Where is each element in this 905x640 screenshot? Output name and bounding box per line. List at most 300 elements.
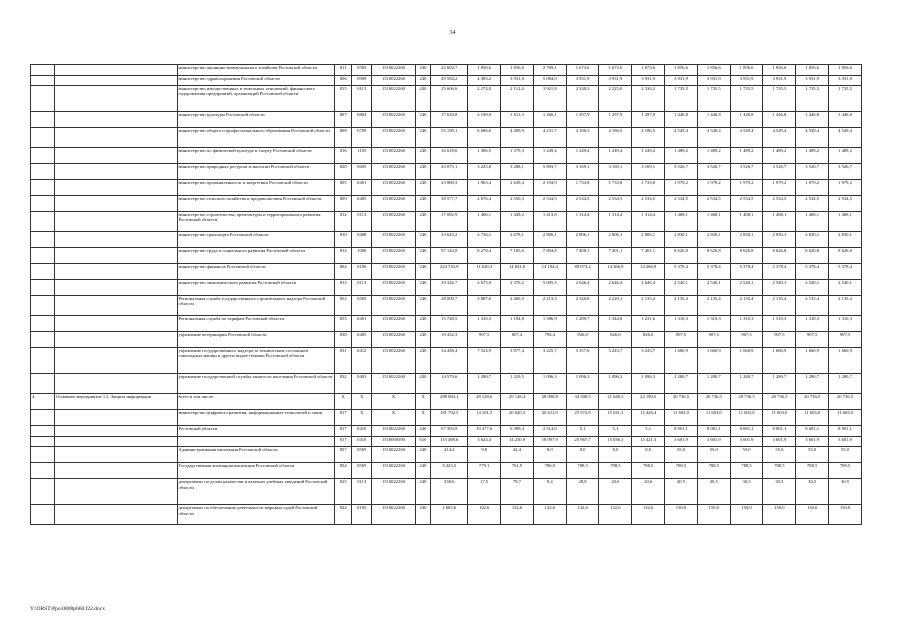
table-cell: 0505 xyxy=(352,296,372,316)
table-cell: 22 190,5 xyxy=(632,394,665,410)
table-cell: 2 534,5 xyxy=(763,196,796,212)
table-cell: 1510022260 xyxy=(372,232,416,248)
table-cell: 240 xyxy=(415,348,430,374)
table-cell: 1 586,9 xyxy=(533,316,566,332)
table-row xyxy=(31,410,862,426)
table-cell: 2 639,4 xyxy=(501,180,534,196)
table-cell: 1 979,2 xyxy=(665,180,698,196)
table-cell: 30,5 xyxy=(796,479,829,505)
table-cell: 2 540,1 xyxy=(763,280,796,296)
table-cell: 907,5 xyxy=(763,332,796,348)
table-cell: 2 806,1 xyxy=(599,232,632,248)
table-cell: 815 xyxy=(334,86,351,112)
table-cell: 1510022260 xyxy=(372,86,416,112)
table-cell: 4. xyxy=(31,394,55,410)
table-cell: X xyxy=(334,394,351,410)
table-cell: 7 804,8 xyxy=(533,248,566,264)
table-row xyxy=(31,75,862,86)
table-cell: 23 880,3 xyxy=(431,180,468,196)
table-cell xyxy=(55,180,177,196)
table-cell: 3 931,9 xyxy=(796,75,829,86)
table-cell: 3 931,9 xyxy=(665,75,698,86)
table-cell: 1 665,6 xyxy=(431,505,468,525)
table-cell: 55 190,1 xyxy=(431,128,468,148)
table-cell: 240 xyxy=(415,426,430,437)
table-cell: 1 449,2 xyxy=(501,212,534,232)
table-cell: 3 921,8 xyxy=(533,86,566,112)
table-cell: 1 979,2 xyxy=(763,180,796,196)
table-cell: 1 096,3 xyxy=(599,374,632,394)
table-cell: 240 xyxy=(415,332,430,348)
table-cell: 1 856,6 xyxy=(468,65,501,76)
table-cell: министерство имущественных и земельных отношений, финансового оздоровления предприятий, организаций Ростовской области xyxy=(177,86,334,112)
table-cell: 240 xyxy=(415,128,430,148)
page-number: 14 xyxy=(449,30,456,36)
table-cell: 150,0 xyxy=(829,505,862,525)
table-cell: 28 128,6 xyxy=(468,394,501,410)
table-cell: 28 090,8 xyxy=(533,394,566,410)
table-cell: 2 830,1 xyxy=(829,232,862,248)
table-cell: 1 673,6 xyxy=(566,65,599,76)
table-cell: 1 314,4 xyxy=(599,212,632,232)
table-cell: 2 540,1 xyxy=(730,280,763,296)
table-cell: 4 549,4 xyxy=(697,128,730,148)
table-cell: 5 378,4 xyxy=(763,264,796,280)
table-row xyxy=(31,348,862,374)
table-cell: 5 378,4 xyxy=(829,264,862,280)
table-cell: 831 xyxy=(334,348,351,374)
table-cell: министерство цифрового развития, информационных технологий и связи xyxy=(177,410,334,426)
table-cell: 20 611,9 xyxy=(533,410,566,426)
table-cell: 2 376,2 xyxy=(501,280,534,296)
table-cell: 3 931,9 xyxy=(599,75,632,86)
table-cell: 55,0 xyxy=(796,447,829,463)
table-cell: 2 830,1 xyxy=(697,232,730,248)
table-cell: 1510022260 xyxy=(372,332,416,348)
table-cell: 907,5 xyxy=(697,332,730,348)
table-cell: Административная инспекция Ростовской области xyxy=(177,447,334,463)
table-cell: 3 931,9 xyxy=(501,75,534,86)
table-row xyxy=(31,180,862,196)
table-cell: 14 230,9 xyxy=(501,436,534,447)
table-cell: 30,5 xyxy=(697,479,730,505)
table-cell: 4 549,4 xyxy=(829,128,862,148)
table-cell: 1 856,6 xyxy=(763,65,796,76)
table-cell: 8,0 xyxy=(632,447,665,463)
table-cell: 1 280,7 xyxy=(763,374,796,394)
table-cell: 852 xyxy=(334,296,351,316)
table-cell: департамент по делам казачества и казачьих учебных заведений Ростовской области xyxy=(177,479,334,505)
table-cell: 2 534,5 xyxy=(730,196,763,212)
table-cell: 1 280,7 xyxy=(665,374,698,394)
table-cell: 1 297,9 xyxy=(566,112,599,128)
table-cell: 817 xyxy=(334,426,351,437)
table-cell: 1 306,5 xyxy=(468,148,501,164)
table-cell: 1 660,9 xyxy=(763,348,796,374)
table-cell: 20,6 xyxy=(599,479,632,505)
table-cell: 132,6 xyxy=(533,505,566,525)
table-cell: 0909 xyxy=(352,75,372,86)
table-row xyxy=(31,65,862,76)
table-cell: 1 979,2 xyxy=(697,180,730,196)
table-cell: 4 549,4 xyxy=(730,128,763,148)
table-cell: 1 673,6 xyxy=(599,65,632,76)
table-cell xyxy=(31,196,55,212)
table-cell: 15 036,1 xyxy=(599,436,632,447)
table-cell: 1 735,5 xyxy=(665,86,698,112)
table-cell: 0804 xyxy=(352,112,372,128)
table-cell: 0412 xyxy=(352,348,372,374)
table-cell: 25 972,8 xyxy=(566,410,599,426)
table-row xyxy=(31,148,862,164)
table-cell: министерство строительства, архитектуры и территориального развития Ростовской области xyxy=(177,212,334,232)
table-cell: 1 310,3 xyxy=(829,316,862,332)
table-cell: 7 185,6 xyxy=(501,248,534,264)
table-cell: министерство общего и профессионального образования Ростовской области xyxy=(177,128,334,148)
table-cell: 55,0 xyxy=(763,447,796,463)
table-cell: 2 534,5 xyxy=(599,196,632,212)
table-cell: 1 446,8 xyxy=(796,112,829,128)
table-cell: 1 660,9 xyxy=(730,348,763,374)
table-cell: 2 460,3 xyxy=(501,296,534,316)
table-cell: 1 310,3 xyxy=(468,316,501,332)
table-cell: 1 280,7 xyxy=(468,374,501,394)
table-cell: 20 736,5 xyxy=(665,394,698,410)
table-cell: 240 xyxy=(415,232,430,248)
table-cell: 10 477,6 xyxy=(468,426,501,437)
table-cell: 240 xyxy=(415,296,430,316)
table-cell: 1 489,2 xyxy=(730,148,763,164)
table-cell: 25 967,7 xyxy=(566,436,599,447)
table-row xyxy=(31,232,862,248)
table-cell: 1 096,3 xyxy=(632,374,665,394)
table-cell: 20 736,5 xyxy=(730,394,763,410)
table-cell: 1 733,8 xyxy=(566,180,599,196)
table-cell: 150,0 xyxy=(796,505,829,525)
table-cell: 67 393,9 xyxy=(431,426,468,437)
table-cell: 8 001,1 xyxy=(665,426,698,437)
table-cell: 857 xyxy=(334,447,351,463)
table-cell: 3 877,4 xyxy=(501,348,534,374)
table-cell: 1 194,8 xyxy=(501,316,534,332)
table-cell: 0401 xyxy=(352,374,372,394)
table-cell: 43 075,1 xyxy=(431,164,468,180)
table-cell: 5 378,4 xyxy=(665,264,698,280)
table-cell: 1 856,6 xyxy=(697,65,730,76)
table-cell: 8 626,8 xyxy=(829,248,862,264)
table-cell: 4 549,4 xyxy=(763,128,796,148)
table-cell: 8 001,1 xyxy=(730,426,763,437)
table-cell: 11 603,0 xyxy=(665,410,698,426)
table-cell: 2 646,4 xyxy=(599,280,632,296)
table-cell: 4 383,2 xyxy=(468,75,501,86)
table-cell: 15 421,3 xyxy=(632,436,665,447)
table-row xyxy=(31,479,862,505)
table-cell: 2 540,1 xyxy=(829,280,862,296)
table-cell: управление государственного надзора за техническим состоянием самоходных машин и других видов техники Ростовской области xyxy=(177,348,334,374)
table-cell: 1 660,9 xyxy=(697,348,730,374)
table-cell: 5,1 xyxy=(599,426,632,437)
table-cell: 1510022260 xyxy=(372,479,416,505)
table-cell: 1 310,3 xyxy=(697,316,730,332)
table-cell: 814 xyxy=(334,248,351,264)
table-cell: 240 xyxy=(415,505,430,525)
table-cell: 820 xyxy=(334,164,351,180)
table-cell: 240 xyxy=(415,264,430,280)
table-cell: 1 297,9 xyxy=(632,112,665,128)
table-cell: 3 931,9 xyxy=(632,75,665,86)
table-cell: 788,5 xyxy=(599,463,632,479)
table-cell: 854 xyxy=(334,463,351,479)
table-cell xyxy=(55,128,177,148)
table-cell: 2 675,9 xyxy=(468,280,501,296)
table-cell: 224 743,9 xyxy=(431,264,468,280)
table-cell: 30,5 xyxy=(730,479,763,505)
table-cell: 907,5 xyxy=(829,332,862,348)
table-cell: 20,6 xyxy=(632,479,665,505)
table-cell: 4 549,4 xyxy=(665,128,698,148)
table-cell xyxy=(31,75,55,86)
table-cell: 2 830,1 xyxy=(796,232,829,248)
table-cell: 1510022260 xyxy=(372,128,416,148)
table-cell: 826,0 xyxy=(632,332,665,348)
table-cell: 8 001,1 xyxy=(829,426,862,437)
table-cell: 0106 xyxy=(352,264,372,280)
table-cell: 2 112,4 xyxy=(501,86,534,112)
table-cell: министерство транспорта Ростовской области xyxy=(177,232,334,248)
table-row xyxy=(31,280,862,296)
table-cell: Региональная служба государственного строительного надзора Ростовской области xyxy=(177,296,334,316)
table-cell xyxy=(55,65,177,76)
table-cell: 1510022260 xyxy=(372,374,416,394)
table-cell xyxy=(31,232,55,248)
table-cell: 15 748,5 xyxy=(431,316,468,332)
table-cell: 3 931,9 xyxy=(730,75,763,86)
table-cell: 14 366,9 xyxy=(599,264,632,280)
table-row xyxy=(31,112,862,128)
table-cell: 1 735,5 xyxy=(829,86,862,112)
table-cell: 1510022260 xyxy=(372,65,416,76)
table-cell: 2 540,1 xyxy=(665,280,698,296)
table-cell: 1006 xyxy=(352,248,372,264)
table-cell: 132,6 xyxy=(566,505,599,525)
table-cell: 240 xyxy=(415,86,430,112)
table-cell: X xyxy=(415,394,430,410)
table-cell: 1510022260 xyxy=(372,148,416,164)
table-cell: 2 220,1 xyxy=(599,296,632,316)
table-cell: 11 603,0 xyxy=(730,410,763,426)
table-cell: 240 xyxy=(415,164,430,180)
table-cell: 10 432,3 xyxy=(431,332,468,348)
table-cell: 15 041,2 xyxy=(599,410,632,426)
table-cell: 1 963,4 xyxy=(468,180,501,196)
table-cell: 4 186,5 xyxy=(566,128,599,148)
table-cell: 34 438,4 xyxy=(431,348,468,374)
table-cell: министерство сельского хозяйства и продовольствия Ростовской области xyxy=(177,196,334,212)
table-cell: 1 468,1 xyxy=(697,212,730,232)
table-cell: 5,1 xyxy=(632,426,665,437)
table-cell: 29 128,4 xyxy=(501,394,534,410)
table-cell: 1 489,2 xyxy=(665,148,698,164)
table-cell: 1 489,2 xyxy=(697,148,730,164)
table-cell: 808 xyxy=(334,128,351,148)
table-cell xyxy=(55,212,177,232)
table-cell xyxy=(31,86,55,112)
table-cell: 55,0 xyxy=(829,447,862,463)
table-cell xyxy=(31,128,55,148)
table-cell: 1 673,6 xyxy=(632,65,665,76)
table-cell: 3 601,9 xyxy=(665,436,698,447)
table-cell: 1105 xyxy=(352,148,372,164)
table-cell: 240 xyxy=(415,316,430,332)
table-cell: 1 249,4 xyxy=(599,148,632,164)
table-cell: 33 326,7 xyxy=(431,280,468,296)
table-cell: 1 468,1 xyxy=(763,212,796,232)
table-cell: 2 135,4 xyxy=(763,296,796,316)
table-cell: министерство жилищно-коммунального хозяйства Ростовской области xyxy=(177,65,334,76)
table-cell: 150,0 xyxy=(763,505,796,525)
table-cell: 132,6 xyxy=(599,505,632,525)
table-cell xyxy=(55,479,177,505)
table-cell xyxy=(55,264,177,280)
table-cell: 1 856,6 xyxy=(796,65,829,76)
table-cell: 610 xyxy=(415,436,430,447)
table-cell xyxy=(31,463,55,479)
table-cell xyxy=(31,212,55,232)
table-cell: 3 526,7 xyxy=(796,164,829,180)
table-cell: 2 646,4 xyxy=(566,280,599,296)
table-cell: 5 084,0 xyxy=(533,75,566,86)
table-cell: 7 408,1 xyxy=(566,248,599,264)
table-cell: 1 249,4 xyxy=(632,148,665,164)
table-cell xyxy=(177,436,334,447)
table-cell: 17 082,9 xyxy=(431,212,468,232)
table-cell: 8 001,1 xyxy=(763,426,796,437)
table-cell xyxy=(31,332,55,348)
table-cell: 17,5 xyxy=(468,479,501,505)
table-cell: 805 xyxy=(334,180,351,196)
table-cell: 2 534,5 xyxy=(632,196,665,212)
table-cell: 1 856,6 xyxy=(665,65,698,76)
table-cell: 1 489,2 xyxy=(763,148,796,164)
table-cell: 1510022260 xyxy=(372,463,416,479)
table-cell: 1 413,8 xyxy=(533,212,566,232)
table-cell: 20 736,5 xyxy=(796,394,829,410)
table-cell: 830 xyxy=(334,332,351,348)
table-cell: 788,5 xyxy=(566,463,599,479)
table-cell: 2 330,2 xyxy=(632,86,665,112)
table-cell: 14 841,8 xyxy=(501,264,534,280)
table-cell xyxy=(55,436,177,447)
table-cell: 1510022260 xyxy=(372,296,416,316)
table-cell: 1 379,3 xyxy=(501,148,534,164)
table-cell: 1510022260 xyxy=(372,112,416,128)
table-cell: Региональная служба по тарифам Ростовской области xyxy=(177,316,334,332)
table-cell: 55,0 xyxy=(665,447,698,463)
table-cell: 1 446,8 xyxy=(763,112,796,128)
table-cell: 5 005,3 xyxy=(533,280,566,296)
table-cell: 3 169,1 xyxy=(566,164,599,180)
table-cell: 5 893,7 xyxy=(533,164,566,180)
table-cell: 0113 xyxy=(352,479,372,505)
table-cell xyxy=(55,332,177,348)
table-cell: 240 xyxy=(415,280,430,296)
table-cell: 2 736,1 xyxy=(468,232,501,248)
table-row xyxy=(31,394,862,410)
table-cell xyxy=(55,86,177,112)
table-cell: 240 xyxy=(415,112,430,128)
table-cell: 1 310,3 xyxy=(796,316,829,332)
table-cell: 3 601,9 xyxy=(829,436,862,447)
table-cell: 2 806,1 xyxy=(632,232,665,248)
table-cell: 2 135,4 xyxy=(730,296,763,316)
table-cell: 1 856,6 xyxy=(730,65,763,76)
table-cell: 150,0 xyxy=(697,505,730,525)
table-cell: 1 096,3 xyxy=(533,374,566,394)
table-cell: 3 931,9 xyxy=(763,75,796,86)
table-cell: 11 603,0 xyxy=(697,410,730,426)
table-cell: 807,4 xyxy=(501,332,534,348)
table-cell: 240 xyxy=(415,180,430,196)
table-cell: 11 626,3 xyxy=(468,264,501,280)
table-cell: 1 446,8 xyxy=(697,112,730,128)
table-cell: 3 288,1 xyxy=(501,164,534,180)
table-cell: 1 660,9 xyxy=(796,348,829,374)
table-cell: 3 887,6 xyxy=(468,296,501,316)
table-cell: X xyxy=(352,410,372,426)
table-cell: 1 856,6 xyxy=(501,65,534,76)
table-cell: 30,5 xyxy=(829,479,862,505)
table-cell xyxy=(55,316,177,332)
table-cell: 0505 xyxy=(352,65,372,76)
table-cell xyxy=(31,164,55,180)
table-cell: 17 620,8 xyxy=(431,112,468,128)
table-cell: 3 624,3 xyxy=(468,436,501,447)
table-cell xyxy=(31,248,55,264)
table-row xyxy=(31,463,862,479)
table-cell: 1510022260 xyxy=(372,280,416,296)
table-cell: 20 736,5 xyxy=(763,394,796,410)
table-cell: 33 643,2 xyxy=(431,232,468,248)
table-cell: 55,0 xyxy=(697,447,730,463)
table-cell: 813 xyxy=(334,280,351,296)
table-cell: 78,7 xyxy=(501,479,534,505)
table-cell: 240 xyxy=(415,374,430,394)
table-cell: 14 101,5 xyxy=(468,410,501,426)
table-cell: X xyxy=(415,410,430,426)
table-cell: 7 401,1 xyxy=(599,248,632,264)
table-row xyxy=(31,447,862,463)
table-cell: 907,5 xyxy=(730,332,763,348)
table-cell: 3 526,7 xyxy=(697,164,730,180)
table-cell: 1 249,4 xyxy=(566,148,599,164)
table-cell: 42,4 xyxy=(501,447,534,463)
table-cell: 2 135,4 xyxy=(632,296,665,316)
table-cell: 240 xyxy=(415,248,430,264)
table-cell xyxy=(31,374,55,394)
table-cell: 794,4 xyxy=(533,332,566,348)
table-cell: 8 626,8 xyxy=(730,248,763,264)
table-cell: 1 489,2 xyxy=(829,148,862,164)
table-cell: 1 297,9 xyxy=(599,112,632,128)
table-cell: 1510000590 xyxy=(372,436,416,447)
table-cell: 1 446,8 xyxy=(730,112,763,128)
table-cell: 181 792,5 xyxy=(431,410,468,426)
table-cell: 788,5 xyxy=(632,463,665,479)
table-cell xyxy=(31,264,55,280)
table-cell xyxy=(31,296,55,316)
table-row xyxy=(31,248,862,264)
